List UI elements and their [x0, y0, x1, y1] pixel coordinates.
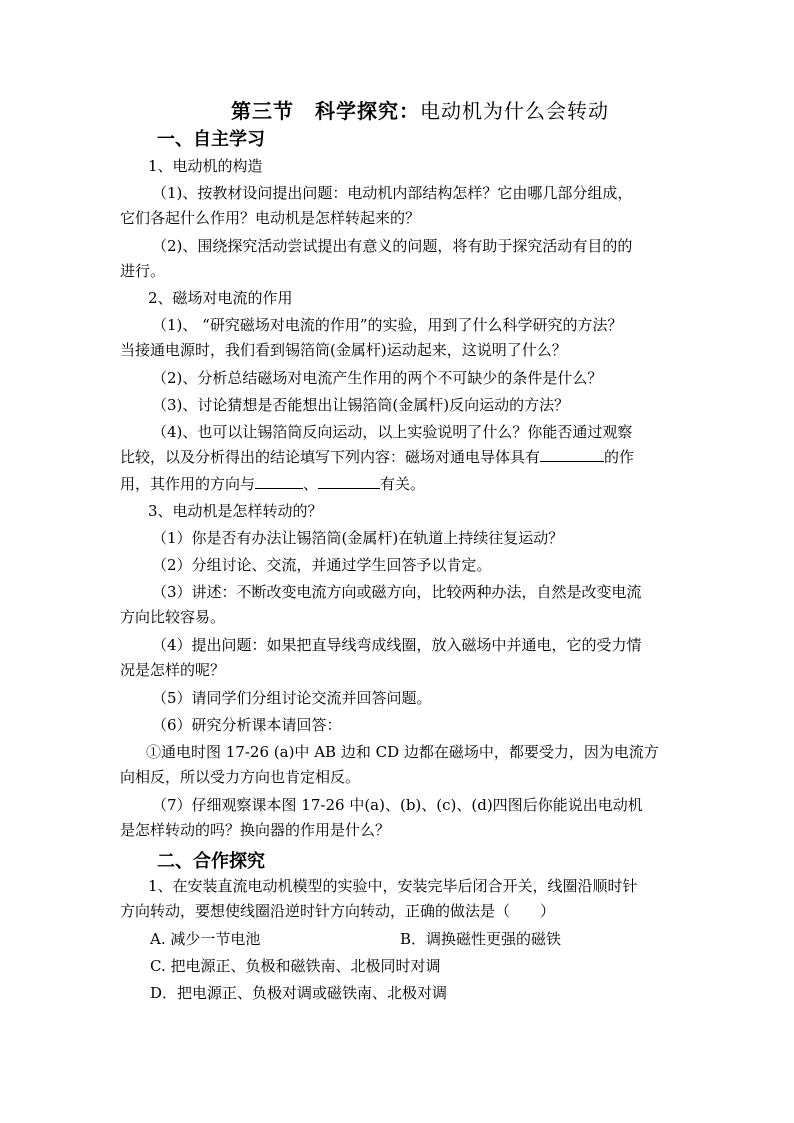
answer-blank[interactable]: [540, 447, 604, 462]
page-title: [150, 95, 690, 124]
fill-in-text: 的作: [604, 448, 635, 466]
title-topic: 电动机为什么会转动: [420, 99, 609, 123]
option-b: B．调换磁性更强的磁铁: [400, 930, 562, 948]
paragraph-line: （2）分组讨论、交流，并通过学生回答予以肯定。: [152, 556, 492, 574]
paragraph-line: ①通电时图 17-26 (a)中 AB 边和 CD 边都在磁场中，都要受力，因为电流方: [146, 743, 659, 761]
answer-blank[interactable]: [318, 474, 380, 489]
heading-self-study: 一、自主学习: [157, 129, 265, 150]
subheading-magnetic-force: 2、磁场对电流的作用: [148, 289, 293, 307]
fill-in-line: [120, 474, 425, 494]
paragraph-line: （4)、也可以让锡箔筒反向运动，以上实验说明了什么？你能否通过观察: [152, 423, 633, 441]
paragraph-line: （1)、按教材设问提出问题：电动机内部结构怎样？它由哪几部分组成，: [152, 184, 633, 202]
fill-in-text: 、: [303, 475, 319, 493]
heading-cooperative-inquiry: 二、合作探究: [157, 851, 265, 872]
paragraph-line: 况是怎样的呢？: [120, 661, 226, 679]
option-c: C. 把电源正、负极和磁铁南、北极同时对调: [150, 957, 441, 975]
fill-in-text: 有关。: [380, 475, 426, 493]
question-stem: 1、在安装直流电动机模型的实验中，安装完毕后闭合开关，线圈沿顺时针: [148, 877, 638, 895]
paragraph-line: （5）请同学们分组讨论交流并回答问题。: [152, 689, 432, 707]
paragraph-line: 它们各起什么作用？电动机是怎样转起来的？: [120, 209, 421, 227]
option-d: D．把电源正、负极对调或磁铁南、北极对调: [150, 984, 448, 1002]
paragraph-line: （2)、围绕探究活动尝试提出有意义的问题，将有助于探究活动有目的的: [152, 237, 633, 255]
paragraph-line: （3)、讨论猜想是否能想出让锡箔筒(金属杆)反向运动的方法？: [152, 396, 570, 414]
answer-blank[interactable]: [255, 474, 303, 489]
paragraph-line: （6）研究分析课本请回答：: [152, 716, 342, 734]
paragraph-line: （3）讲述：不断改变电流方向或磁方向，比较两种办法，自然是改变电流: [152, 583, 642, 601]
paragraph-line: 向相反，所以受力方向也肯定相反。: [120, 768, 361, 786]
paragraph-line: 方向比较容易。: [120, 608, 226, 626]
paragraph-line: （7）仔细观察课本图 17-26 中(a)、(b)、(c)、(d)四图后你能说出电动机: [152, 796, 643, 814]
paragraph-line: 当接通电源时，我们看到锡箔筒(金属杆)运动起来，这说明了什么？: [120, 341, 567, 359]
subheading-motor-rotation: 3、电动机是怎样转动的？: [148, 502, 323, 520]
paragraph-line: （4）提出问题：如果把直导线弯成线圈，放入磁场中并通电，它的受力情: [152, 636, 642, 654]
title-section-label: 第三节 科学探究：: [231, 99, 420, 123]
option-a: A. 减少一节电池: [150, 930, 261, 948]
fill-in-text: 比较，以及分析得出的结论填写下列内容：磁场对通电导体具有: [120, 448, 541, 466]
question-stem: 方向转动，要想使线圈沿逆时针方向转动，正确的做法是（ ）: [120, 902, 556, 920]
paragraph-line: （2)、分析总结磁场对电流产生作用的两个不可缺少的条件是什么？: [152, 369, 603, 387]
fill-in-text: 用，其作用的方向与: [120, 475, 256, 493]
subheading-motor-structure: 1、电动机的构造: [148, 157, 263, 175]
fill-in-line: [120, 447, 634, 467]
paragraph-line: 进行。: [120, 262, 166, 280]
paragraph-line: （1）你是否有办法让锡箔筒(金属杆)在轨道上持续往复运动？: [152, 529, 564, 547]
paragraph-line: 是怎样转动的吗？换向器的作用是什么？: [120, 821, 391, 839]
paragraph-line: （1)、 “研究磁场对电流的作用”的实验，用到了什么科学研究的方法？: [152, 316, 623, 334]
